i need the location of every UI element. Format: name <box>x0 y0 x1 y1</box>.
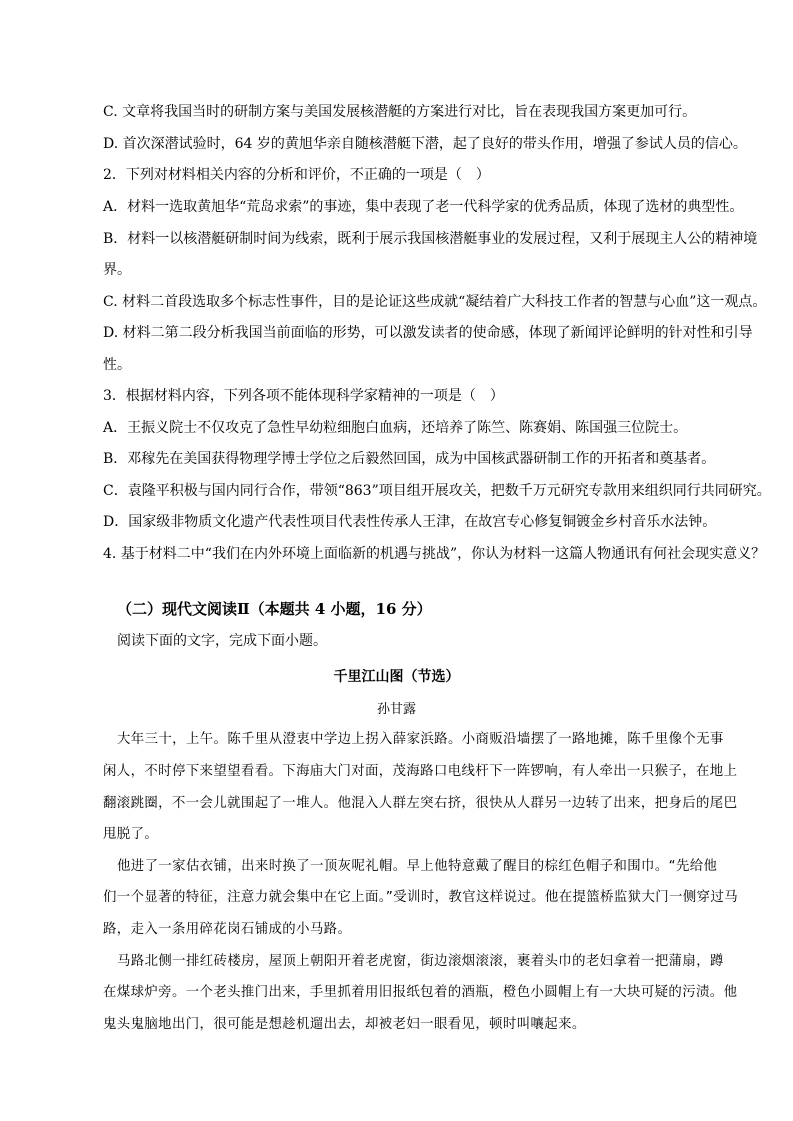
q2-option-b-cont: 界。 <box>103 262 131 278</box>
passage-author: 孙甘露 <box>376 702 416 717</box>
q2-option-b: B．材料一以核潜艇研制时间为线索，既利于展示我国核潜艇事业的发展过程，又利于展现主人公的精神境 <box>103 231 758 247</box>
q2-option-a: A．材料一选取黄旭华“荒岛求索”的事迹，集中表现了老一代科学家的优秀品质，体现了选材的典型性。 <box>103 199 744 215</box>
q3-option-d: D．国家级非物质文化遗产代表性项目代表性传承人王津，在故宫专心修复铜镀金乡村音乐水法钟。 <box>103 514 717 530</box>
passage-line: 闲人，不时停下来望望看看。下海庙大门对面，茂海路口电线杆下一阵锣响，有人牵出一只猴子，在地上 <box>103 764 738 779</box>
q1-option-d: D. 首次深潜试验时，64 岁的黄旭华亲自随核潜艇下潜，起了良好的带头作用，增强了参试人员的信心。 <box>103 136 747 152</box>
q3-stem: 3．根据材料内容，下列各项不能体现科学家精神的一项是（ ） <box>103 388 504 404</box>
q2-option-c: C. 材料二首段选取多个标志性事件，目的是论证这些成就“凝结着广大科技工作者的智慧与心血”这一观点。 <box>103 294 767 310</box>
passage-line: 马路北侧一排红砖楼房，屋顶上朝阳开着老虎窗，街边滚烟滚滚，裹着头巾的老妇拿着一把蒲扇，蹲 <box>117 954 724 969</box>
section-intro: 阅读下面的文字，完成下面小题。 <box>117 633 327 649</box>
passage-line: 们一个显著的特征，注意力就会集中在它上面。”受训时，教官这样说过。他在提篮桥监狱大门一侧穿过马 <box>103 890 739 905</box>
q1-option-c: C. 文章将我国当时的研制方案与美国发展核潜艇的方案进行对比，旨在表现我国方案更加可行。 <box>103 104 697 120</box>
passage-line: 甩脱了。 <box>103 827 159 842</box>
passage-line: 鬼头鬼脑地出门，很可能是想趁机遛出去，却被老妇一眼看见，顿时叫嚷起来。 <box>103 1017 586 1032</box>
q3-option-c: C．袁隆平积极与国内同行合作，带领“863”项目组开展攻关，把数千万元研究专款用来组织同行共同研究。 <box>103 483 771 499</box>
passage-line: 翻滚跳圈，不一会儿就围起了一堆人。他混入人群左突右挤，很快从人群另一边转了出来，把身后的尾巴 <box>103 796 738 811</box>
passage-line: 在煤球炉旁。一个老头推门出来，手里抓着用旧报纸包着的酒瓶，橙色小圆帽上有一大块可疑的污渍。他 <box>103 985 738 1000</box>
q2-option-d: D. 材料二第二段分析我国当前面临的形势，可以激发读者的使命感，体现了新闻评论鲜明的针对性和引导 <box>103 325 753 341</box>
passage-line: 他进了一家估衣铺，出来时换了一顶灰呢礼帽。早上他特意戴了醒目的棕红色帽子和围巾。“先给他 <box>117 859 718 874</box>
q3-option-b: B．邓稼先在美国获得物理学博士学位之后毅然回国，成为中国核武器研制工作的开拓者和奠基者。 <box>103 451 716 467</box>
q2-option-d-cont: 性。 <box>103 357 131 373</box>
passage-line: 大年三十，上午。陈千里从澄衷中学边上拐入薛家浜路。小商贩沿墙摆了一路地摊，陈千里像个无事 <box>117 732 724 747</box>
q2-stem: 2．下列对材料相关内容的分析和评价，不正确的一项是（ ） <box>103 167 490 183</box>
section-title: （二）现代文阅读Ⅱ（本题共 4 小题，16 分） <box>117 600 432 618</box>
q3-option-a: A．王振义院士不仅攻克了急性早幼粒细胞白血病，还培养了陈竺、陈赛娟、陈国强三位院士。 <box>103 420 688 436</box>
passage-line: 路，走入一条用碎花岗石铺成的小马路。 <box>103 922 352 937</box>
passage-title: 千里江山图（节选） <box>333 669 460 685</box>
q4-stem: 4. 基于材料二中“我们在内外环境上面临新的机遇与挑战”，你认为材料一这篇人物通讯有何社会现实意义？ <box>103 546 766 562</box>
